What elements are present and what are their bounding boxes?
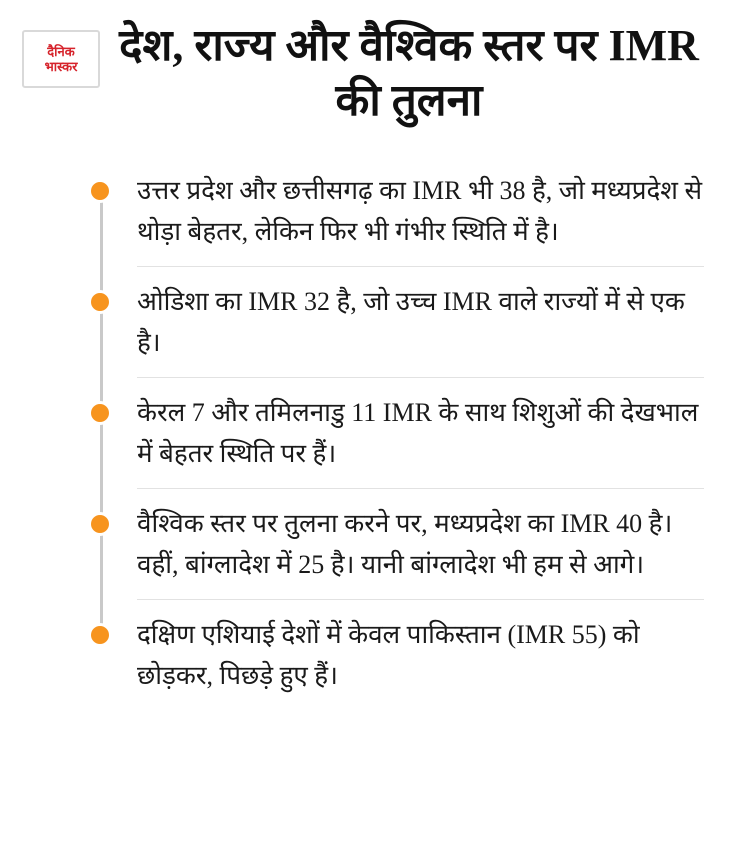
list-item	[101, 170, 704, 267]
list-item-text: उत्तर प्रदेश और छत्तीसगढ़ का IMR भी 38 है, जो मध्यप्रदेश से थोड़ा बेहतर, लेकिन फिर भी गंभीर स्थिति में है।	[137, 176, 703, 246]
timeline-bullet-icon	[88, 179, 112, 203]
timeline	[0, 170, 730, 696]
list-item	[101, 614, 704, 696]
divider	[137, 599, 704, 600]
list-item-text: वैश्विक स्तर पर तुलना करने पर, मध्यप्रदेश का IMR 40 है। वहीं, बांग्लादेश में 25 है। यानी बांग्लादेश भी हम से आगे।	[137, 509, 673, 579]
timeline-bullet-icon	[88, 623, 112, 647]
list-item	[101, 392, 704, 489]
divider	[137, 377, 704, 378]
list-item-text: दक्षिण एशियाई देशों में केवल पाकिस्तान (IMR 55) को छोड़कर, पिछड़े हुए हैं।	[137, 620, 640, 690]
brand-logo-line-1: दैनिक	[47, 44, 75, 59]
brand-logo	[22, 30, 100, 88]
brand-logo-line-2: भास्कर	[44, 59, 78, 74]
header	[0, 18, 730, 128]
list-item-text: ओडिशा का IMR 32 है, जो उच्च IMR वाले राज्यों में से एक है।	[137, 287, 685, 357]
timeline-bullet-icon	[88, 290, 112, 314]
divider	[137, 488, 704, 489]
page-title: देश, राज्य और वैश्विक स्तर पर IMR की तुलना	[119, 21, 699, 125]
divider	[137, 266, 704, 267]
list-item	[101, 281, 704, 378]
list-item-text: केरल 7 और तमिलनाडु 11 IMR के साथ शिशुओं की देखभाल में बेहतर स्थिति पर हैं।	[137, 398, 699, 468]
list-item	[101, 503, 704, 600]
title-wrapper	[100, 18, 706, 128]
timeline-bullet-icon	[88, 401, 112, 425]
timeline-bullet-icon	[88, 512, 112, 536]
